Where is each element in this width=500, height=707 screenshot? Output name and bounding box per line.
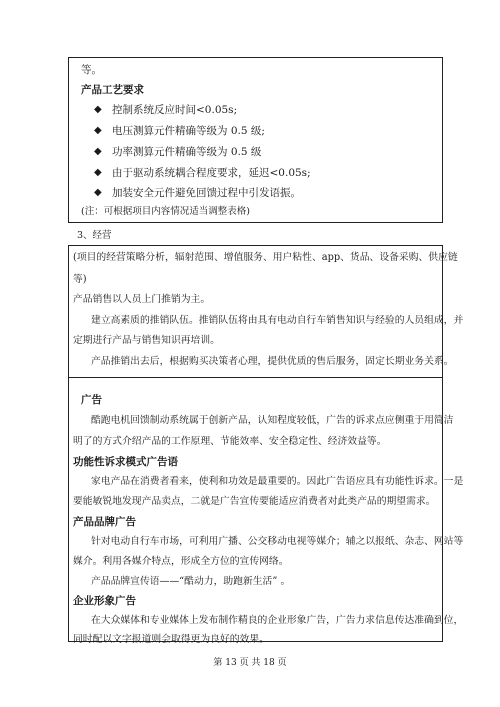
section-divider [68, 377, 443, 378]
requirement-item: 由于驱动系统耦合程度要求，延迟<0.05s; [112, 167, 311, 179]
paragraph: 定期进行产品与销售知识再培训。 [73, 335, 220, 346]
diamond-bullet-icon: ◆ [94, 146, 102, 157]
requirement-item: 电压测算元件精确等级为 0.5 级; [112, 125, 265, 137]
paragraph: 建立高素质的推销队伍。推销队伍将由具有电动自行车销售知识与经验的人员组成，并 [91, 315, 464, 326]
operations-hint: 等) [73, 274, 87, 285]
brand-slogan: 产品品牌宣传语——“酷动力，助跑新生活” 。 [91, 576, 291, 587]
paragraph: 要能敏锐地发现产品卖点，二就是广告宣传要能适应消费者对此类产品的期望需求。 [73, 496, 436, 507]
paragraph: 媒介。利用各媒介特点，形成全方位的宣传网络。 [73, 556, 289, 567]
operations-hint: (项目的经营策略分析，辐射范围、增值服务、用户粘性、app、货品、设备采购、供应链 [73, 252, 458, 263]
brand-ad-heading: 产品品牌广告 [73, 516, 136, 528]
requirement-item: 控制系统反应时间<0.05s; [112, 104, 238, 116]
paragraph: 明了的方式介绍产品的工作原理、节能效率、安全稳定性、经济效益等。 [73, 436, 387, 447]
paragraph: 家电产品在消费者看来，使利和功效是最重要的。因此广告语应具有功能性诉求。一是 [91, 476, 464, 487]
paragraph: 酷跑电机回馈制动系统属于创新产品，认知程度较低，广告的诉求点应侧重于用简洁 [91, 415, 454, 426]
diamond-bullet-icon: ◆ [94, 104, 102, 115]
paragraph: 针对电动自行车市场，可利用广播、公交移动电视等媒介；辅之以报纸、杂志、网站等 [91, 536, 464, 547]
diamond-bullet-icon: ◆ [94, 167, 102, 178]
paragraph: 产品销售以人员上门推销为主。 [73, 294, 211, 305]
diamond-bullet-icon: ◆ [94, 187, 102, 198]
functional-ad-heading: 功能性诉求模式广告语 [73, 456, 178, 468]
requirement-item: 功率测算元件精确等级为 0.5 级 [112, 146, 262, 158]
advert-heading: 广告 [81, 394, 102, 406]
diamond-bullet-icon: ◆ [94, 125, 102, 136]
continuation-text: 等。 [81, 64, 102, 76]
corporate-ad-heading: 企业形象广告 [73, 595, 136, 607]
page-number: 第 13 页 共 18 页 [213, 658, 287, 668]
adjust-note: (注：可根据项目内容情况适当调整表格) [81, 206, 250, 217]
section-title: 3、经营 [77, 230, 112, 241]
process-requirements-heading: 产品工艺要求 [81, 84, 144, 96]
paragraph: 同时配以文字报道则会取得更为良好的效果。 [73, 634, 269, 645]
paragraph: 在大众媒体和专业媒体上发布制作精良的企业形象广告，广告力求信息传达准确到位， [91, 615, 464, 626]
paragraph: 产品推销出去后，根据购买决策者心理，提供优质的售后服务，固定长期业务关系。 [91, 356, 454, 367]
requirement-item: 加装安全元件避免回馈过程中引发语振。 [112, 187, 301, 199]
